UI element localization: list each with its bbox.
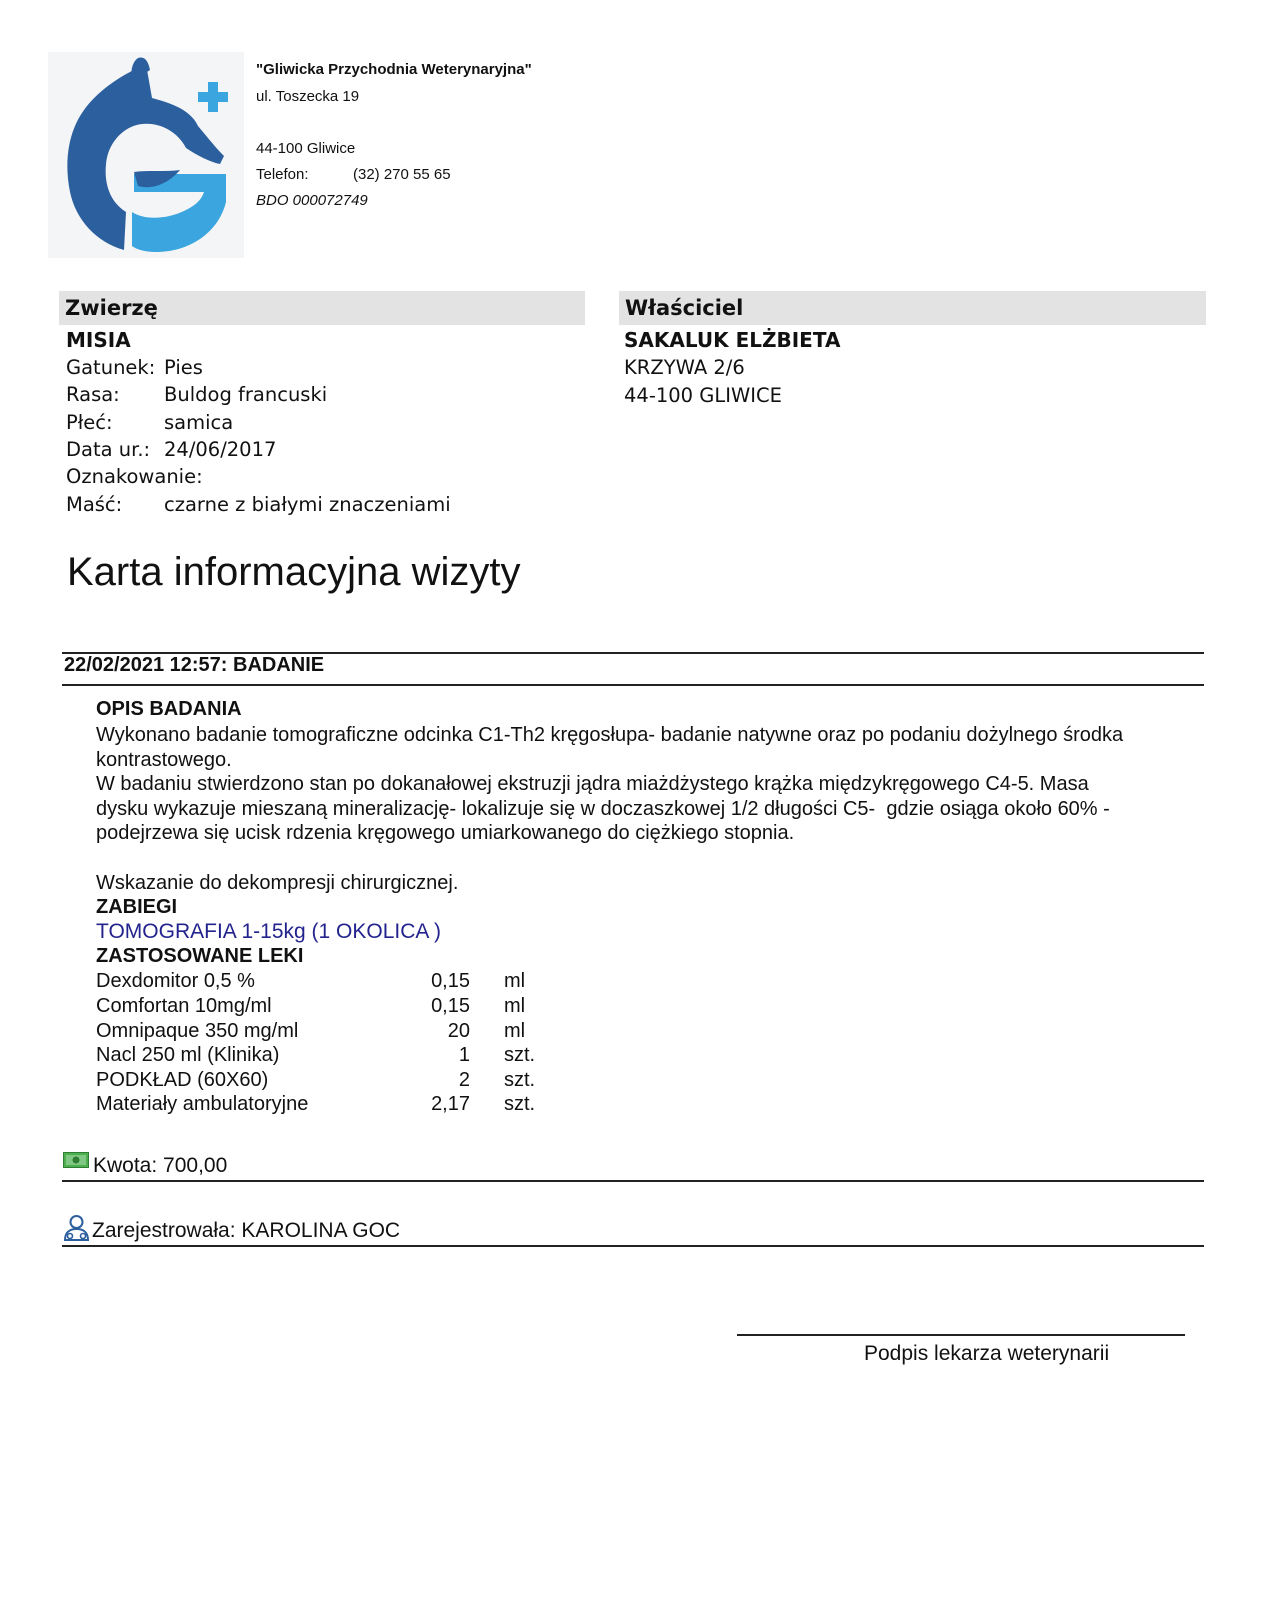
drug-qty: 1	[458, 1044, 470, 1066]
clinic-phone: (32) 270 55 65	[353, 166, 451, 183]
drug-unit: szt.	[504, 1093, 536, 1115]
clinic-phone-label: Telefon:	[256, 166, 309, 183]
visit-header: 22/02/2021 12:57: BADANIE	[64, 654, 325, 676]
drug-row	[96, 1020, 556, 1045]
animal-field-marking	[66, 465, 203, 493]
drug-name: Dexdomitor 0,5 %	[96, 970, 255, 992]
registered-by-text: Zarejestrowała: KAROLINA GOC	[92, 1219, 401, 1242]
drug-row	[96, 995, 556, 1020]
procedures-heading: ZABIEGI	[96, 896, 178, 918]
field-value: samica	[164, 411, 234, 434]
animal-field-sex	[66, 411, 233, 439]
drug-unit: ml	[504, 1020, 526, 1042]
drug-name: Comfortan 10mg/ml	[96, 995, 272, 1017]
drug-qty: 0,15	[431, 970, 470, 992]
drugs-heading: ZASTOSOWANE LEKI	[96, 945, 304, 967]
drug-qty: 20	[447, 1020, 470, 1042]
clinic-logo	[48, 52, 244, 258]
description-line: W badaniu stwierdzono stan po dokanałowej ekstruzji jądra miażdżystego krążka międzykręgowego C4-5. Masa	[96, 773, 1089, 795]
field-value: 24/06/2017	[164, 438, 277, 461]
drug-name: PODKŁAD (60X60)	[96, 1069, 269, 1091]
user-icon	[63, 1214, 90, 1242]
drug-unit: ml	[504, 995, 526, 1017]
drug-qty: 2,17	[431, 1093, 470, 1115]
drug-row	[96, 1093, 556, 1118]
procedure-item: TOMOGRAFIA 1-15kg (1 OKOLICA )	[96, 920, 442, 943]
description-line: kontrastowego.	[96, 748, 232, 771]
owner-address-line2: 44-100 GLIWICE	[624, 384, 782, 407]
description-line: podejrzewa się ucisk rdzenia kręgowego umiarkowanego do ciężkiego stopnia.	[96, 822, 795, 844]
description-line: Wykonano badanie tomograficzne odcinka C1-Th2 kręgosłupa- badanie natywne oraz po podaniu dożylnego środka	[96, 724, 1124, 746]
owner-address-line1: KRZYWA 2/6	[624, 356, 745, 379]
animal-name: MISIA	[66, 328, 131, 352]
clinic-street: ul. Toszecka 19	[256, 88, 360, 105]
field-label: Gatunek:	[66, 356, 156, 379]
drug-row	[96, 1044, 556, 1069]
drug-name: Nacl 250 ml (Klinika)	[96, 1044, 280, 1066]
animal-field-species	[66, 356, 203, 384]
owner-section-heading: Właściciel	[619, 291, 1206, 325]
drug-qty: 0,15	[431, 995, 470, 1017]
field-label: Data ur.:	[66, 438, 151, 461]
drug-row	[96, 1069, 556, 1094]
owner-name: SAKALUK ELŻBIETA	[624, 328, 841, 352]
animal-field-breed	[66, 383, 327, 411]
field-label: Rasa:	[66, 383, 120, 406]
animal-section-heading: Zwierzę	[59, 291, 585, 325]
drug-name: Materiały ambulatoryjne	[96, 1093, 309, 1115]
field-label: Oznakowanie:	[66, 465, 203, 488]
drug-row	[96, 970, 556, 995]
document-title: Karta informacyjna wizyty	[67, 550, 521, 594]
clinic-city: 44-100 Gliwice	[256, 140, 356, 157]
drug-unit: szt.	[504, 1044, 536, 1066]
field-label: Płeć:	[66, 411, 113, 434]
drug-unit: szt.	[504, 1069, 536, 1091]
description-line: dysku wykazuje mieszaną mineralizację- lokalizuje się w doczaszkowej 1/2 długości C5- gdzie osiąga około 60% -	[96, 797, 1110, 820]
divider	[62, 1180, 1204, 1182]
field-value: Buldog francuski	[164, 383, 328, 406]
money-icon	[63, 1152, 89, 1168]
description-text	[96, 723, 1236, 846]
field-value: czarne z białymi znaczeniami	[164, 493, 451, 516]
drug-unit: ml	[504, 970, 526, 992]
field-label: Maść:	[66, 493, 123, 516]
indication-text: Wskazanie do dekompresji chirurgicznej.	[96, 872, 459, 894]
drug-name: Omnipaque 350 mg/ml	[96, 1020, 299, 1042]
clinic-bdo: BDO 000072749	[256, 192, 368, 209]
clinic-name: "Gliwicka Przychodnia Weterynaryjna"	[256, 61, 532, 78]
amount-text: Kwota: 700,00	[93, 1154, 228, 1177]
field-value: Pies	[164, 356, 203, 379]
drug-qty: 2	[458, 1069, 470, 1091]
signature-label: Podpis lekarza weterynarii	[864, 1342, 1110, 1365]
divider	[62, 1245, 1204, 1247]
divider	[62, 684, 1204, 686]
description-heading: OPIS BADANIA	[96, 698, 242, 720]
animal-field-birthdate	[66, 438, 276, 466]
animal-field-coat	[66, 493, 451, 521]
signature-line	[737, 1334, 1185, 1336]
